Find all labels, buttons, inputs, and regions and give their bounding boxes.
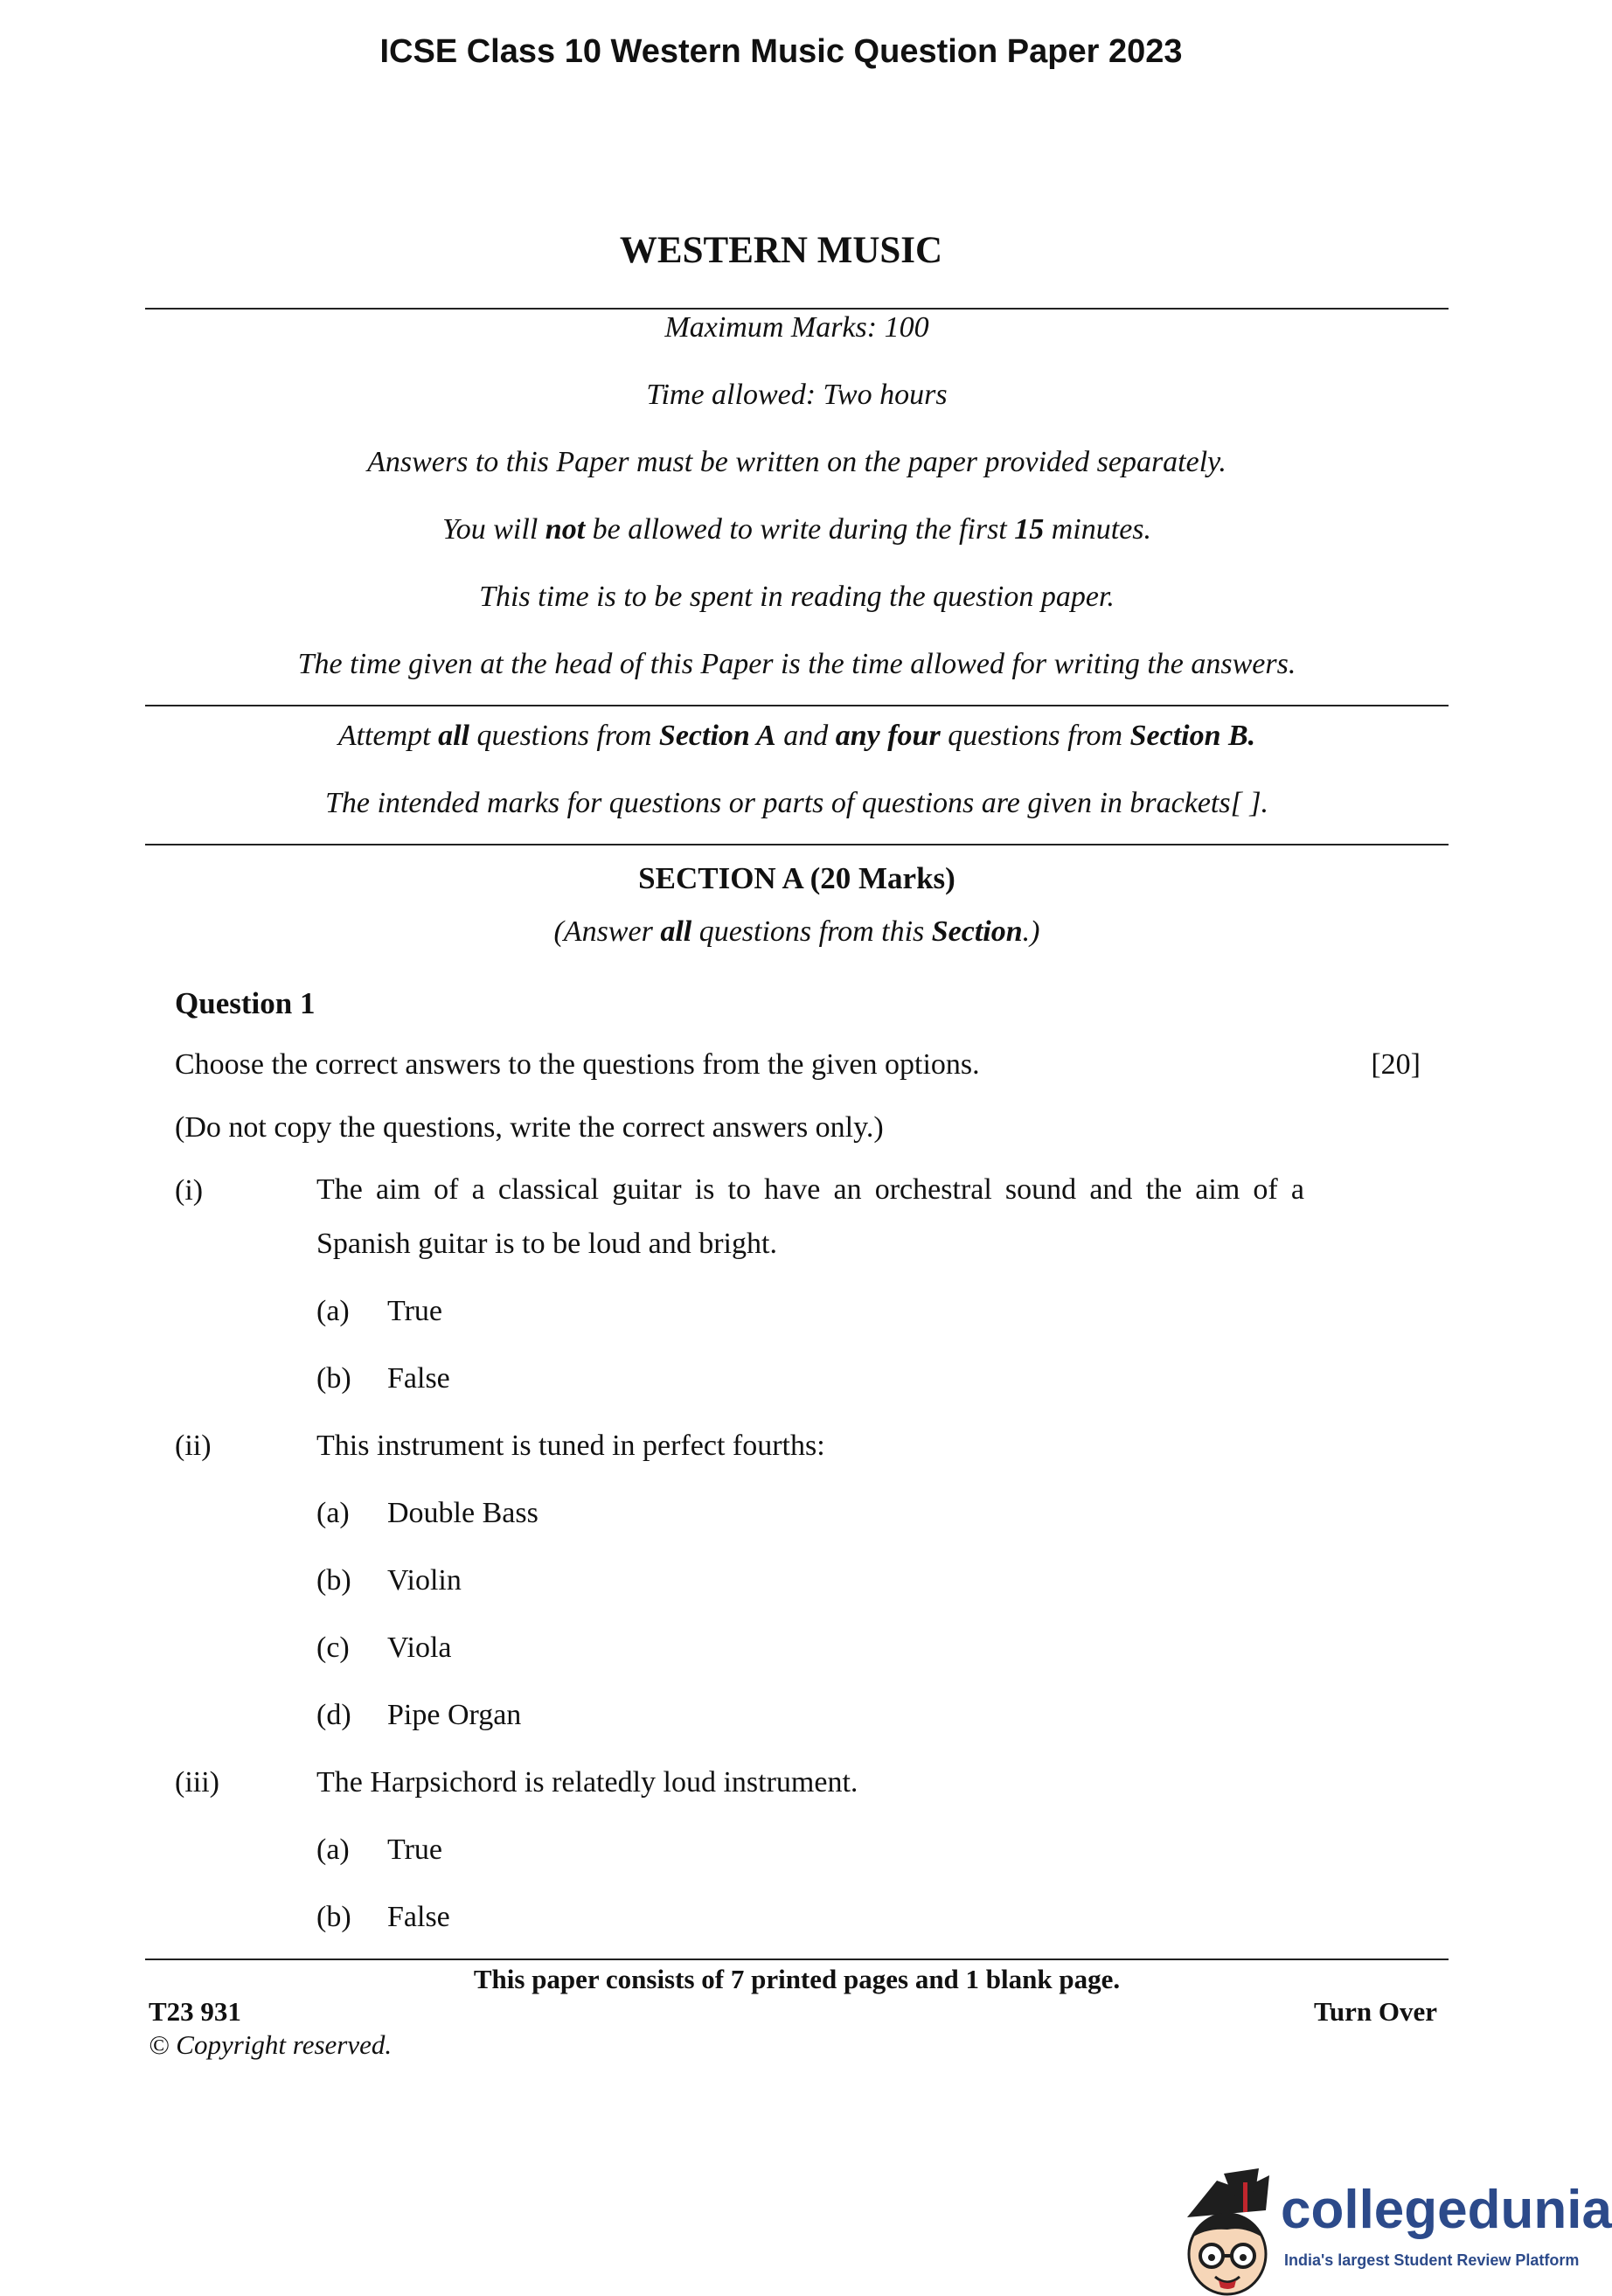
time-allowed: Time allowed: Two hours bbox=[646, 379, 948, 411]
max-marks: Maximum Marks: 100 bbox=[664, 311, 929, 344]
option-label: (d) bbox=[316, 1699, 351, 1731]
divider bbox=[145, 844, 1449, 845]
subject-title: WESTERN MUSIC bbox=[619, 230, 943, 271]
option-text: True bbox=[387, 1833, 442, 1866]
option-label: (c) bbox=[316, 1632, 350, 1664]
logo-wordmark: collegedunia bbox=[1281, 2180, 1612, 2240]
option-label: (a) bbox=[316, 1833, 350, 1866]
option-label: (a) bbox=[316, 1295, 350, 1327]
option-text: False bbox=[387, 1901, 450, 1933]
option-text: Double Bass bbox=[387, 1497, 538, 1529]
option-text: Pipe Organ bbox=[387, 1699, 522, 1731]
copyright-note: © Copyright reserved. bbox=[149, 2029, 393, 2060]
logo-tagline: India's largest Student Review Platform bbox=[1284, 2251, 1580, 2269]
section-a-title: SECTION A (20 Marks) bbox=[638, 861, 955, 895]
sub-question-text: The aim of a classical guitar is to have an orchestral sound and the aim of a Spanish guitar is to be loud and bright. bbox=[316, 1173, 1304, 1260]
option-label: (b) bbox=[316, 1564, 351, 1597]
page-title: ICSE Class 10 Western Music Question Paper 2023 bbox=[379, 33, 1183, 70]
sub-question-number: (ii) bbox=[175, 1430, 212, 1462]
marks-note: The intended marks for questions or parts of questions are given in brackets[ ]. bbox=[324, 787, 1269, 819]
mascot-icon bbox=[1171, 2165, 1285, 2296]
divider bbox=[145, 1959, 1449, 1960]
sub-question-text: This instrument is tuned in perfect fourths: bbox=[316, 1430, 825, 1462]
attempt-instruction: Attempt all questions from Section A and any four questions from Section B. bbox=[337, 720, 1256, 752]
reading-time-note: This time is to be spent in reading the question paper. bbox=[479, 581, 1115, 613]
answers-note: Answers to this Paper must be written on the paper provided separately. bbox=[367, 446, 1226, 478]
option-label: (a) bbox=[316, 1497, 350, 1529]
section-a-note: (Answer all questions from this Section.) bbox=[553, 915, 1040, 948]
option-label: (b) bbox=[316, 1362, 351, 1395]
divider bbox=[145, 308, 1449, 310]
option-text: Violin bbox=[387, 1564, 462, 1597]
sub-question-number: (iii) bbox=[175, 1766, 219, 1799]
option-label: (b) bbox=[316, 1901, 351, 1933]
paper-code: T23 931 bbox=[149, 1996, 241, 2027]
sub-question-number: (i) bbox=[175, 1174, 204, 1207]
pages-note: This paper consists of 7 printed pages and 1 blank page. bbox=[473, 1964, 1121, 1994]
reading-restriction: You will not be allowed to write during the first 15 minutes. bbox=[441, 513, 1152, 546]
time-note: The time given at the head of this Paper is the time allowed for writing the answers. bbox=[297, 648, 1296, 680]
option-text: False bbox=[387, 1362, 450, 1395]
turn-over-label: Turn Over bbox=[1314, 1996, 1437, 2027]
question-heading: Question 1 bbox=[175, 986, 316, 1020]
divider bbox=[145, 705, 1449, 706]
question-marks: [20] bbox=[1371, 1048, 1421, 1081]
question-note: (Do not copy the questions, write the correct answers only.) bbox=[175, 1111, 884, 1144]
option-text: True bbox=[387, 1295, 442, 1327]
option-text: Viola bbox=[387, 1632, 452, 1664]
question-instruction: Choose the correct answers to the questions from the given options. bbox=[175, 1048, 980, 1081]
sub-question-text: The Harpsichord is relatedly loud instrument. bbox=[316, 1766, 858, 1799]
